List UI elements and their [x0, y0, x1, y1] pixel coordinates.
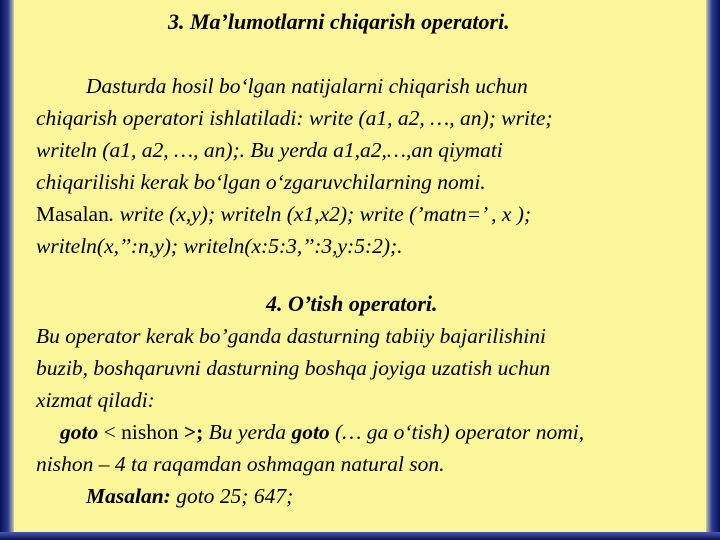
paragraph-line: Bu operator kerak bo’ganda dasturning tabiiy bajarilishini [36, 324, 547, 348]
bottom-border [0, 532, 720, 540]
nishon-description: nishon – 4 ta raqamdan oshmagan natural son. [36, 452, 445, 476]
example-line-goto [86, 482, 293, 510]
paragraph-line: chiqarish operatori ishlatiladi: write (a1, a2, …, an); write; [36, 106, 553, 130]
goto-keyword-2: goto [291, 420, 330, 444]
goto-syntax-line [60, 418, 584, 446]
slide-content [14, 0, 706, 532]
example-line [36, 200, 531, 228]
example-code: . write (x,y); writeln (x1,x2); write (’matn=’ , x ); [108, 202, 532, 226]
section-title-output: 3. Ma’lumotlarni chiqarish operatori. [168, 9, 510, 34]
paragraph-line: writeln (a1, a2, …, an);. Bu yerda a1,a2,…,an qiymati [36, 138, 503, 162]
example-code-2: goto 25; 647; [170, 484, 294, 508]
goto-keyword: goto [60, 420, 99, 444]
nishon-param: nishon [115, 420, 184, 444]
gt-sign: >; [183, 420, 204, 444]
syntax-text-2: (… ga o‘tish) [329, 420, 450, 444]
syntax-text-3: operator nomi, [449, 420, 585, 444]
section-title-jump: 4. O’tish operatori. [266, 291, 438, 316]
example-line-2: writeln(x,’’:n,y); writeln(x:5:3,’’:3,y:5:2);. [36, 234, 403, 258]
syntax-text: Bu yerda [203, 420, 292, 444]
paragraph-line: buzib, boshqaruvni dasturning boshqa joyiga uzatish uchun [36, 356, 551, 380]
paragraph-line: Dasturda hosil bo‘lgan natijalarni chiqarish uchun [86, 74, 528, 98]
example-label-2: Masalan: [86, 484, 171, 508]
lt-sign: < [98, 420, 116, 444]
paragraph-line: xizmat qiladi: [36, 388, 155, 412]
example-label: Masalan [36, 202, 109, 226]
paragraph-line: chiqarilishi kerak bo‘lgan o‘zgaruvchilarning nomi. [36, 170, 486, 194]
